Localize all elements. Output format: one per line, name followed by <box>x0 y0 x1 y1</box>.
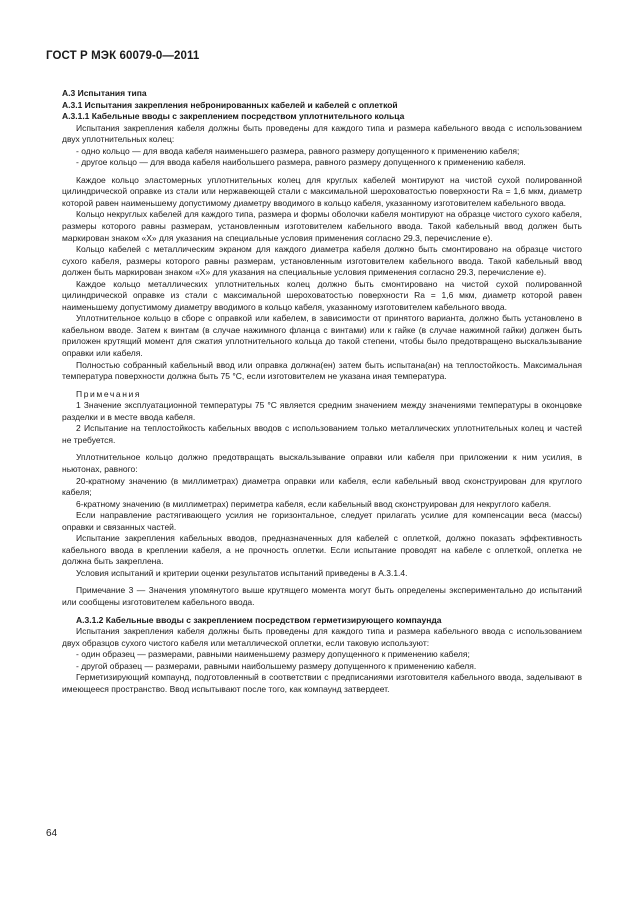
note-item: 2 Испытание на теплостойкость кабельных вводов с использованием только металлических уплотнительных колец и частей не требуется. <box>62 423 582 445</box>
paragraph: Испытания закрепления кабеля должны быть проведены для каждого типа и размера кабельного ввода с использованием двух образцов сухого чистого кабеля или металлической оплетки, если таковую используют: <box>62 626 582 648</box>
paragraph: Испытание закрепления кабельных вводов, предназначенных для кабелей с оплеткой, должно показать эффективность кабельного ввода в креплении кабеля, а не прочность оплетки. Если испытание проводят на кабеле с оплеткой, оплетка не должна быть закреплена. <box>62 533 582 567</box>
subsubsection-heading: А.3.1.2 Кабельные вводы с закреплением посредством герметизирующего компаунда <box>76 614 442 625</box>
document-header: ГОСТ Р МЭК 60079-0—2011 <box>46 50 200 62</box>
paragraph: Кольцо кабелей с металлическим экраном для каждого диаметра кабеля должно быть смонтировано на образце чистого сухого кабеля, размеры которого равны размерам, установленным изготовителем кабельного ввода. Такой кабельный ввод должен быть маркирован знаком «Х» для указания на специальные условия применения согласно 29.3, перечисление е). <box>62 244 582 278</box>
note-item: 1 Значение эксплуатационной температуры 75 °С является средним значением между значениями температуры в оконцовке разделки и в месте ввода кабеля. <box>62 400 582 422</box>
paragraph: Герметизирующий компаунд, подготовленный в соответствии с предписаниями изготовителя кабельного ввода, заделывают в имеющееся пространство. Ввод испытывают после того, как компаунд затвердеет. <box>62 672 582 694</box>
note-item: Примечание 3 — Значения упомянутого выше крутящего момента могут быть определены экспериментально до испытаний или сообщены изготовителем кабельного ввода. <box>62 585 582 607</box>
list-item: - другой образец — размерами, равными наибольшему размеру допущенного к применению кабеля. <box>76 660 477 671</box>
paragraph: Если направление растягивающего усилия не горизонтальное, следует прилагать усилие для компенсации веса (массы) оправки и связанных частей. <box>62 510 582 532</box>
paragraph: Каждое кольцо металлических уплотнительных колец должно быть смонтировано на чистой сухой полированной цилиндрической оправке из стали с максимальной шероховатостью поверхности Ra = 1,6 мкм, диаметр которой равен наименьшему допустимому диаметру вводимого в кольцо кабеля, указанному изготовителем кабельного ввода. <box>62 278 582 312</box>
page-number: 64 <box>46 828 58 839</box>
subsection-heading: А.3.1 Испытания закрепления небронированных кабелей и кабелей с оплеткой <box>62 99 398 110</box>
paragraph: Каждое кольцо эластомерных уплотнительных колец для круглых кабелей монтируют на чистой сухой полированной цилиндрической оправке из стали или нержавеющей стали с максимальной шероховатостью поверхности Ra = 1,6 мкм, диаметр которой равен наименьшему допустимому диаметру вводимого в кольцо кабеля, указанному изготовителем кабельного ввода. <box>62 174 582 208</box>
paragraph: Уплотнительное кольцо в сборе с оправкой или кабелем, в зависимости от принятого варианта, должно быть установлено в кабельном вводе. Затем к винтам (в случае нажимного фланца с винтами) или к гайке (в случае нажимной гайки) должен быть приложен крутящий момент для сжатия уплотнительного кольца до такой степени, чтобы было предотвращено выскальзывание оправки или кабеля. <box>62 313 582 359</box>
paragraph: Испытания закрепления кабеля должны быть проведены для каждого типа и размера кабельного ввода с использованием двух уплотнительных колец: <box>62 122 582 145</box>
paragraph: Кольцо некруглых кабелей для каждого типа, размера и формы оболочки кабеля монтируют на образце чистого сухого кабеля, размеры которого равны размерам, установленным изготовителем кабельного ввода. Такой кабельный ввод должен быть маркирован знаком «Х» для указания на специальные условия применения согласно 29.3, перечисление е). <box>62 209 582 243</box>
paragraph: Условия испытаний и критерии оценки результатов испытаний приведены в А.3.1.4. <box>76 567 408 578</box>
notes-heading: Примечания <box>76 388 142 399</box>
document-body <box>62 88 582 695</box>
list-item: - одно кольцо — для ввода кабеля наименьшего размера, равного размеру допущенного к применению кабеля; <box>76 145 520 156</box>
paragraph: 20-кратному значению (в миллиметрах) диаметра оправки или кабеля, если кабельный ввод сконструирован для круглого кабеля; <box>62 475 582 498</box>
list-item: - один образец — размерами, равными наименьшему размеру допущенного к применению кабеля; <box>76 649 470 660</box>
subsubsection-heading: А.3.1.1 Кабельные вводы с закреплением посредством уплотнительного кольца <box>62 111 405 122</box>
paragraph: Уплотнительное кольцо должно предотвращать выскальзывание оправки или кабеля при приложении к ним усилия, в ньютонах, равного: <box>62 452 582 474</box>
paragraph: 6-кратному значению (в миллиметрах) периметра кабеля, если кабельный ввод сконструирован для некруглого кабеля. <box>76 498 552 509</box>
paragraph: Полностью собранный кабельный ввод или оправка должна(ен) затем быть испытана(ан) на теплостойкость. Максимальная температура поверхности должна быть 75 °С, если изготовителем не указана иная температура. <box>62 359 582 382</box>
section-heading: А.3 Испытания типа <box>62 88 147 98</box>
list-item: - другое кольцо — для ввода кабеля наибольшего размера, равного размеру допущенного к применению кабеля. <box>76 157 526 168</box>
